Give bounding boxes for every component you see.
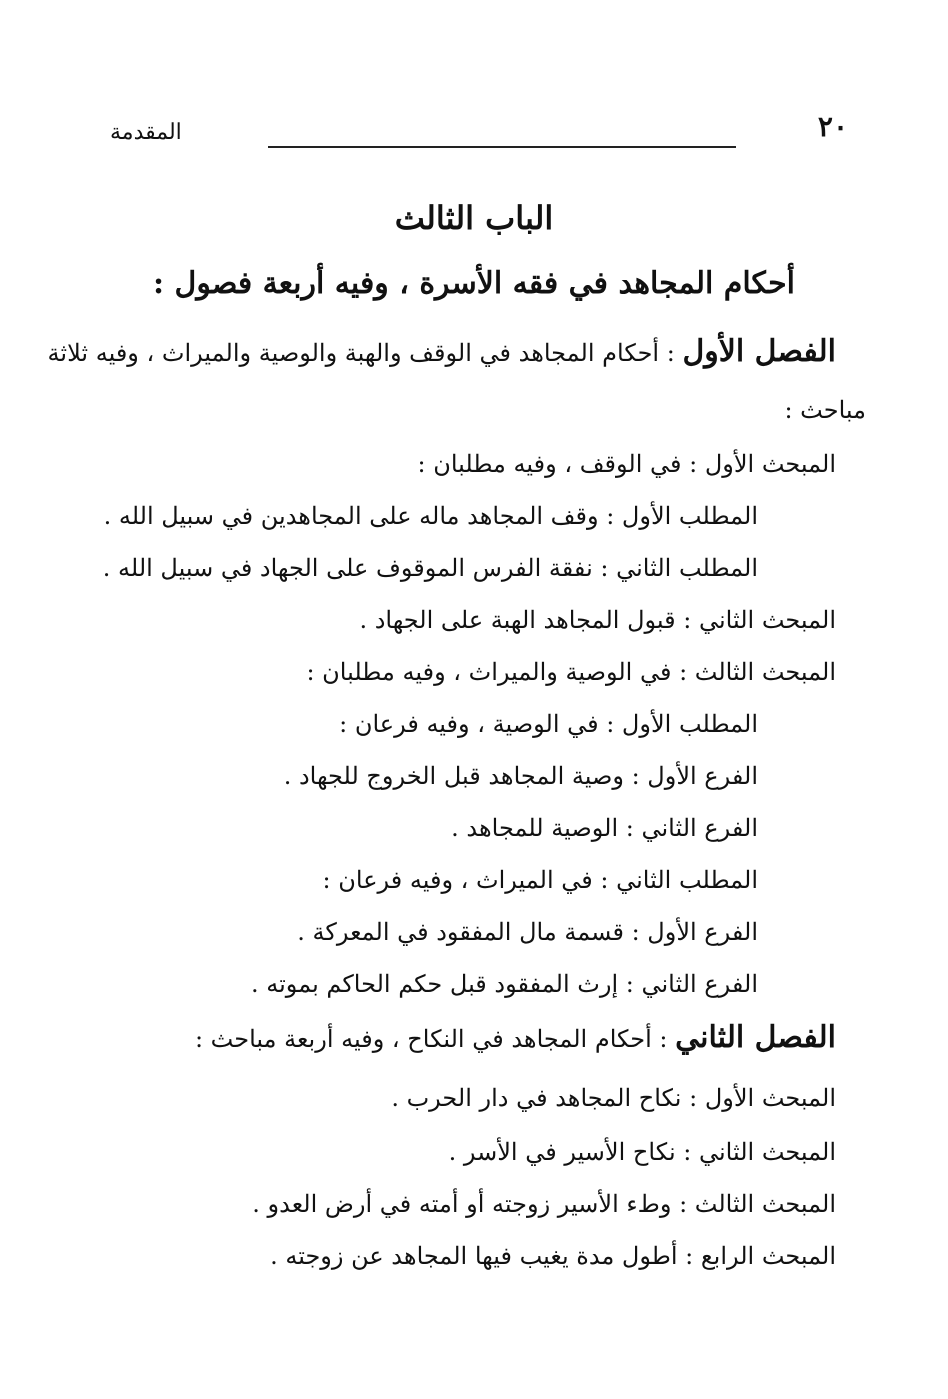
section-line: المبحث الثالث : وطء الأسير زوجته أو أمته في أرض العدو . (252, 1190, 836, 1218)
section-line: المبحث الثالث : في الوصية والميراث ، وفيه مطلبان : (306, 658, 836, 686)
subsection-line: المطلب الأول : في الوصية ، وفيه فرعان : (339, 710, 758, 738)
page-number: ٢٠ (817, 110, 848, 143)
subsection-line: المطلب الثاني : في الميراث ، وفيه فرعان : (322, 866, 758, 894)
section-line: المبحث الأول : في الوقف ، وفيه مطلبان : (417, 450, 836, 478)
fasl1-continuation: مباحث : (784, 396, 866, 424)
chapter-subtitle: أحكام المجاهد في فقه الأسرة ، وفيه أربعة فصول : (153, 266, 795, 301)
subsection-line: المطلب الثاني : نفقة الفرس الموقوف على الجهاد في سبيل الله . (102, 554, 758, 582)
fasl2-label: الفصل الثاني (675, 1020, 836, 1055)
subsection-line: المطلب الأول : وقف المجاهد ماله على المجاهدين في سبيل الله . (103, 502, 758, 530)
section-line: المبحث الثاني : قبول المجاهد الهبة على الجهاد . (359, 606, 836, 634)
section-line: المبحث الثاني : نكاح الأسير في الأسر . (448, 1138, 836, 1166)
fasl1-text: : أحكام المجاهد في الوقف والهبة والوصية والميراث ، وفيه ثلاثة (47, 339, 675, 367)
fasl2-line (195, 1020, 836, 1057)
header-rule (268, 146, 736, 148)
section-line: المبحث الأول : نكاح المجاهد في دار الحرب . (391, 1084, 836, 1112)
section-line: المبحث الرابع : أطول مدة يغيب فيها المجاهد عن زوجته . (270, 1242, 836, 1270)
fasl2-text: : أحكام المجاهد في النكاح ، وفيه أربعة مباحث : (194, 1025, 668, 1053)
branch-line: الفرع الأول : قسمة مال المفقود في المعركة . (297, 918, 758, 946)
branch-line: الفرع الثاني : الوصية للمجاهد . (451, 814, 758, 842)
running-title: المقدمة (110, 120, 182, 145)
branch-line: الفرع الأول : وصية المجاهد قبل الخروج للجهاد . (283, 762, 758, 790)
fasl1-label: الفصل الأول (682, 334, 836, 369)
chapter-title: الباب الثالث (394, 199, 554, 237)
branch-line: الفرع الثاني : إرث المفقود قبل حكم الحاكم بموته . (251, 970, 758, 998)
fasl1-line (48, 334, 836, 371)
